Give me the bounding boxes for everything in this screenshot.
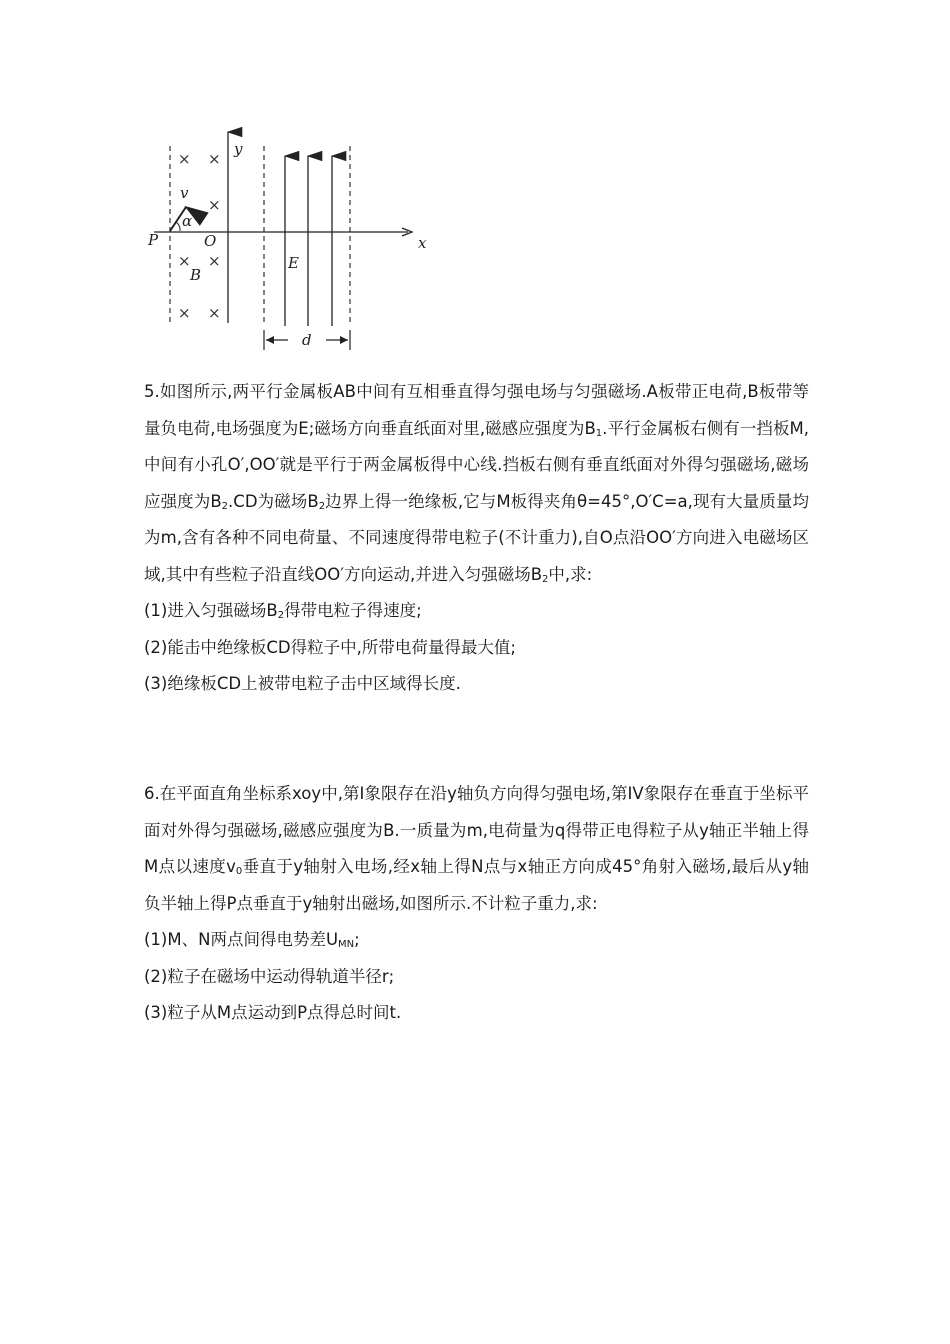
problem-6-stem: 6.在平面直角坐标系xoy中,第I象限存在沿y轴负方向得匀强电场,第IV象限存在垂直于坐标平面对外得匀强磁场,磁感应强度为B.一质量为m,电荷量为q得带正电得粒子从y轴正半轴上得M点以速度$v_0$垂直于y轴射入电场,经x轴上得N点与x轴正方向成45°角射入磁场,最后从y轴负半轴上得P点垂直于y轴射出磁场,如图所示.不计粒子重力,求: bbox=[144, 784, 809, 913]
problem-5-stem: 5.如图所示,两平行金属板AB中间有互相垂直得匀强电场与匀强磁场.A板带正电荷,B板带等量负电荷,电场强度为E;磁场方向垂直纸面对里,磁感应强度为$B_1$.平行金属板右侧有一挡板M,中间有小孔O′,OO′就是平行于两金属板得中心线.挡板右侧有垂直纸面对外得匀强磁场,磁场应强度为$B_2.CD$为磁场$B_2$边界上得一绝缘板,它与M板得夹角θ=45°,O′C=a,现有大量质量均为m,含有各种不同电荷量、不同速度得带电粒子(不计重力),自O点沿OO′方向进入电磁场区域,其中有些粒子沿直线OO′方向运动,并进入匀强磁场$B_2$中,求: bbox=[144, 382, 809, 585]
point-p-label: P bbox=[148, 231, 159, 249]
magnetic-field-label: B bbox=[190, 266, 202, 284]
cross-mark: × bbox=[208, 196, 221, 214]
problem-6-question-1: (1)M、N两点间得电势差$U_{MN}$; bbox=[144, 930, 360, 950]
cross-mark: × bbox=[208, 252, 221, 270]
cross-mark: × bbox=[208, 304, 221, 322]
field-diagram-svg bbox=[140, 118, 440, 358]
problem-6-question-2: (2)粒子在磁场中运动得轨道半径r; bbox=[144, 966, 395, 986]
cross-mark: × bbox=[208, 150, 221, 168]
electric-field-label: E bbox=[288, 254, 299, 272]
cross-mark: × bbox=[178, 150, 191, 168]
velocity-label: v bbox=[180, 184, 189, 202]
problem-5-question-2: (2)能击中绝缘板CD得粒子中,所带电荷量得最大值; bbox=[144, 637, 516, 657]
y-axis-label: y bbox=[234, 140, 243, 158]
cross-mark: × bbox=[178, 252, 191, 270]
problem-6-question-3: (3)粒子从M点运动到P点得总时间t. bbox=[144, 1003, 402, 1022]
width-arrowhead-right-icon bbox=[340, 336, 348, 344]
x-axis-label: x bbox=[418, 234, 427, 252]
problem-5-question-1: (1)进入匀强磁场$B_2$得带电粒子得速度; bbox=[144, 601, 422, 621]
problem-5-question-3: (3)绝缘板CD上被带电粒子击中区域得长度. bbox=[144, 674, 461, 693]
angle-label: α bbox=[182, 212, 193, 230]
width-label: d bbox=[302, 331, 312, 349]
problem-6 bbox=[144, 776, 809, 1032]
field-diagram bbox=[140, 118, 440, 358]
width-arrowhead-left-icon bbox=[266, 336, 274, 344]
angle-arc bbox=[176, 222, 180, 231]
origin-label: O bbox=[204, 232, 217, 250]
problem-5 bbox=[144, 374, 809, 703]
cross-mark: × bbox=[178, 304, 191, 322]
